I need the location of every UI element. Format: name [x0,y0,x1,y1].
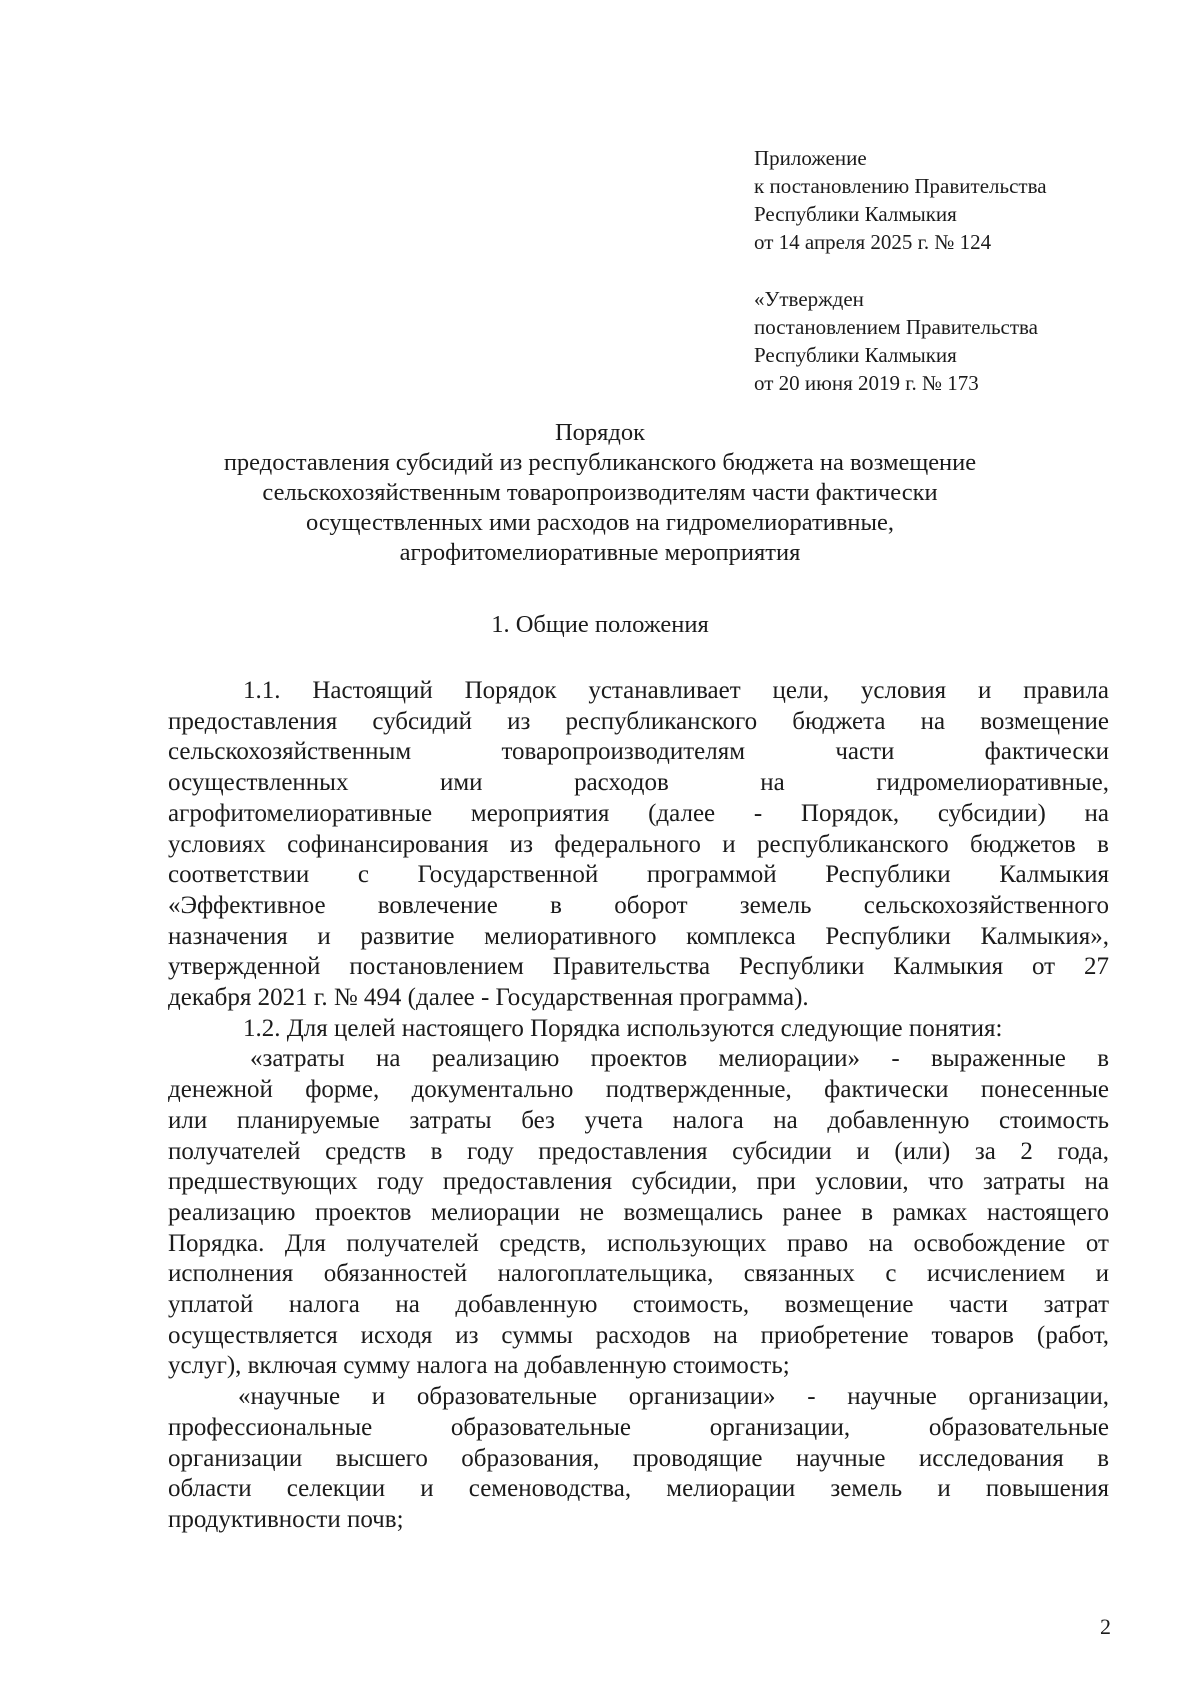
title-line: агрофитомелиоративные мероприятия [399,539,801,566]
document-title [150,418,1050,568]
text-line: «Эффективное вовлечение в оборот земель сельскохозяйственного [168,891,1109,919]
approved-line: Республики Калмыкия [754,343,957,367]
text-line: реализацию проектов мелиорации не возмещались ранее в рамках настоящего [168,1198,1109,1226]
text-line: профессиональные образовательные организации, образовательные [168,1413,1109,1441]
text-line: декабря 2021 г. № 494 (далее - Государственная программа). [168,984,809,1012]
text-line: продуктивности почв; [168,1505,404,1533]
paragraph-1-1 [168,676,1109,1014]
paragraph-definition-costs [168,1044,1109,1382]
text-line: 1.1. Настоящий Порядок устанавливает цели, условия и правила [243,677,1109,704]
appendix-spacer [754,256,1047,285]
text-line: «научные и образовательные организации» - научные организации, [238,1383,1109,1411]
appendix-line: к постановлению Правительства [754,174,1047,198]
title-line: сельскохозяйственным товаропроизводителям части фактически [262,479,938,506]
appendix-line: Приложение [754,146,867,170]
page-number: 2 [1100,1614,1111,1639]
title-line: осуществленных ими расходов на гидромелиоративные, [306,509,894,536]
text-line: денежной форме, документально подтвержденные, фактически понесенные [168,1076,1109,1104]
text-line: «затраты на реализацию проектов мелиорации» - выраженные в [250,1045,1109,1073]
text-line: сельскохозяйственным товаропроизводителям части фактически [168,738,1109,766]
paragraph-1-2 [168,1014,1109,1045]
text-line: 1.2. Для целей настоящего Порядка используются следующие понятия: [243,1014,1003,1042]
text-line: условиях софинансирования из федерального и республиканского бюджетов в [168,830,1109,858]
paragraph-definition-organizations [168,1382,1109,1536]
title-line: предоставления субсидий из республиканского бюджета на возмещение [223,449,977,476]
text-line: утвержденной постановлением Правительства Республики Калмыкия от 27 [168,953,1109,981]
appendix-line: Республики Калмыкия [754,202,957,226]
text-line: или планируемые затраты без учета налога на добавленную стоимость [168,1106,1109,1134]
text-line: соответствии с Государственной программой Республики Калмыкия [168,861,1109,889]
body-text [168,676,1109,1536]
text-line: Порядка. Для получателей средств, использующих право на освобождение от [168,1229,1109,1257]
text-line: предшествующих году предоставления субсидии, при условии, что затраты на [168,1168,1109,1196]
appendix-line: от 14 апреля 2025 г. № 124 [754,230,992,254]
text-line: агрофитомелиоративные мероприятия (далее - Порядок, субсидии) на [168,799,1109,827]
text-line: осуществляется исходя из суммы расходов на приобретение товаров (работ, [168,1321,1109,1349]
text-line: получателей средств в году предоставления субсидии и (или) за 2 года, [168,1137,1109,1165]
appendix-header [754,144,1047,397]
text-line: осуществленных ими расходов на гидромелиоративные, [168,769,1109,797]
text-line: предоставления субсидий из республиканского бюджета на возмещение [168,707,1109,735]
title-word: Порядок [554,419,646,446]
text-line: организации высшего образования, проводящие научные исследования в [168,1444,1109,1472]
text-line: назначения и развитие мелиоративного комплекса Республики Калмыкия», [168,922,1109,950]
text-line: услуг), включая сумму налога на добавленную стоимость; [168,1352,790,1380]
text-line: уплатой налога на добавленную стоимость, возмещение части затрат [168,1291,1109,1319]
approved-line: от 20 июня 2019 г. № 173 [754,371,979,395]
approved-line: постановлением Правительства [754,315,1039,339]
text-line: области селекции и семеноводства, мелиорации земель и повышения [168,1475,1109,1503]
section-heading: 1. Общие положения [491,611,709,638]
approved-line: «Утвержден [754,287,864,311]
text-line: исполнения обязанностей налогоплательщика, связанных с исчислением и [168,1260,1109,1288]
